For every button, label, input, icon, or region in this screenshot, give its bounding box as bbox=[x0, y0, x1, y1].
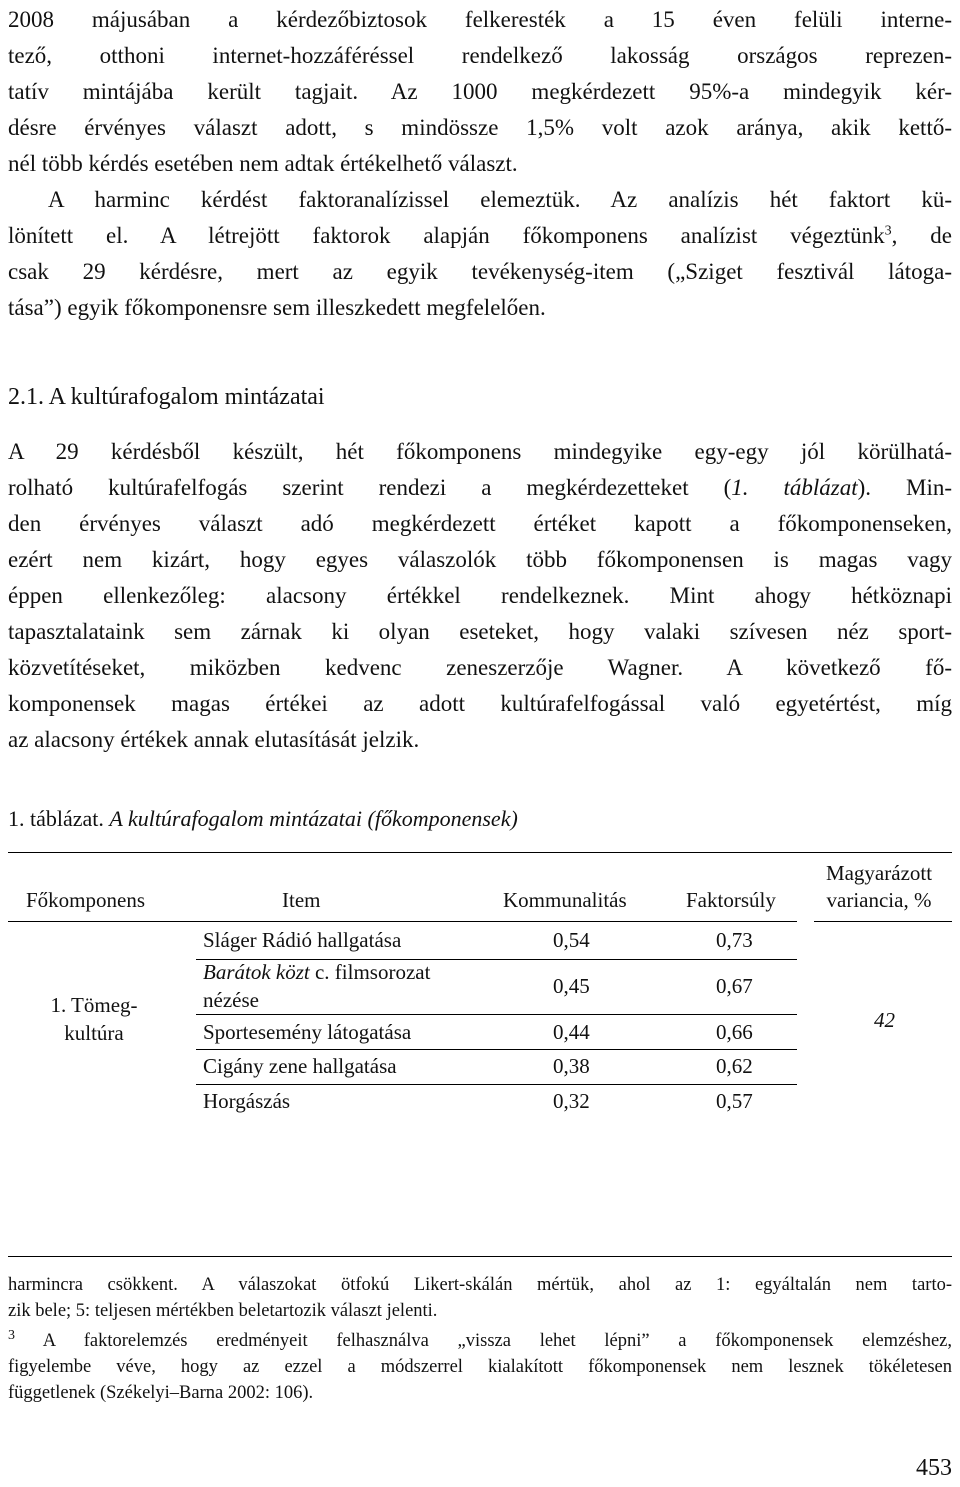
header-loading: Faktorsúly bbox=[686, 888, 776, 912]
header-communality: Kommunalitás bbox=[503, 888, 627, 912]
text-line: A 29 kérdésből készült, hét főkomponens mindegyike egy-egy jól körülhatá- bbox=[8, 439, 952, 464]
row-rule bbox=[196, 1014, 797, 1015]
header-item: Item bbox=[282, 888, 321, 912]
table-row-item: Cigány zene hallgatása bbox=[203, 1054, 397, 1078]
footnote-3 bbox=[8, 1328, 952, 1406]
component-label-line2: kultúra bbox=[64, 1021, 124, 1045]
section-paragraph bbox=[8, 434, 952, 758]
text-line: nél több kérdés esetében nem adtak értékelhető választ. bbox=[8, 151, 518, 176]
caption-title: A kultúrafogalom mintázatai (főkomponensek) bbox=[109, 806, 518, 831]
header-rule bbox=[8, 921, 797, 922]
text-line: tező, otthoni internet-hozzáféréssel rendelkező lakosság országos reprezen- bbox=[8, 43, 952, 68]
footnote-text: A faktorelemzés eredményeit felhasználva „vissza lehet lépni” a főkomponensek elemzéshez, bbox=[15, 1331, 952, 1351]
footnote-line bbox=[8, 1328, 952, 1354]
item-text: c. filmsorozat bbox=[309, 960, 431, 984]
footnote-separator bbox=[8, 1256, 952, 1257]
text-segment: ). Min- bbox=[857, 475, 952, 500]
table-row-item bbox=[203, 960, 430, 985]
component-label-line1: 1. Tömeg- bbox=[50, 993, 138, 1017]
text-segment: lönített el. A létrejött faktorok alapján főkomponens analízist végeztünk bbox=[8, 223, 885, 248]
factor-analysis-paragraph bbox=[8, 182, 952, 326]
table-top-rule bbox=[8, 852, 952, 853]
text-line: csak 29 kérdésre, mert az egyik tevékenység-item („Sziget fesztivál látoga- bbox=[8, 259, 952, 284]
table-row-item: Horgászás bbox=[203, 1089, 291, 1113]
table-row-communality: 0,44 bbox=[553, 1020, 590, 1044]
table-caption bbox=[8, 806, 518, 832]
table-row-loading: 0,67 bbox=[716, 974, 753, 998]
footnote-continuation bbox=[8, 1272, 952, 1324]
header-component: Főkomponens bbox=[26, 888, 146, 912]
table-row-item-line2: nézése bbox=[203, 988, 259, 1012]
footnote-number: 3 bbox=[8, 1327, 15, 1343]
table-reference[interactable]: 1. táblázat bbox=[731, 475, 858, 500]
text-line: komponensek magas értékei az adott kultúrafelfogással való egyetértést, míg bbox=[8, 691, 952, 716]
text-line: A harminc kérdést faktoranalízissel elemeztük. Az analízis hét faktort kü- bbox=[48, 187, 952, 212]
text-segment: , de bbox=[891, 223, 952, 248]
text-line: tapasztalataink sem zárnak ki olyan eseteket, hogy valaki szívesen néz sport- bbox=[8, 619, 952, 644]
text-line bbox=[8, 218, 952, 254]
text-line bbox=[8, 470, 952, 506]
table-row-loading: 0,66 bbox=[716, 1020, 753, 1044]
table-row-item: Sportesemény látogatása bbox=[203, 1020, 412, 1044]
footnote-line: függetlenek (Székelyi–Barna 2002: 106). bbox=[8, 1383, 314, 1403]
header-rule-variance bbox=[814, 921, 952, 922]
page-number: 453 bbox=[916, 1455, 952, 1481]
text-line: ezért nem kizárt, hogy egyes válaszolók több főkomponensen is magas vagy bbox=[8, 547, 952, 572]
footnote-line: figyelembe véve, hogy az ezzel a módszerrel kialakított főkomponensek nem lesznek tökéletesen bbox=[8, 1357, 952, 1377]
item-title-italic: Barátok közt bbox=[203, 960, 310, 984]
table-row-communality: 0,54 bbox=[553, 928, 590, 952]
text-line: tatív mintájába került tagjait. Az 1000 megkérdezett 95%-a mindegyik kér- bbox=[8, 79, 952, 104]
table-row-communality: 0,45 bbox=[553, 974, 590, 998]
footnote-reference[interactable]: 3 bbox=[884, 223, 892, 239]
table-row-item: Sláger Rádió hallgatása bbox=[203, 928, 402, 952]
text-line: az alacsony értékek annak elutasítását jelzik. bbox=[8, 727, 420, 752]
header-variance-line2: variancia, % bbox=[826, 888, 932, 912]
text-line: éppen ellenkezőleg: alacsony értékkel rendelkeznek. Mint ahogy hétköznapi bbox=[8, 583, 952, 608]
table-row-communality: 0,32 bbox=[553, 1089, 590, 1113]
row-rule bbox=[196, 1049, 797, 1050]
footnote-line: harmincra csökkent. A válaszokat ötfokú Likert-skálán mértük, ahol az 1: egyáltalán nem tarto- bbox=[8, 1275, 952, 1295]
table-row-loading: 0,73 bbox=[716, 928, 753, 952]
table-row-loading: 0,57 bbox=[716, 1089, 753, 1113]
table-row-loading: 0,62 bbox=[716, 1054, 753, 1078]
text-segment: rolható kultúrafelfogás szerint rendezi a megkérdezetteket ( bbox=[8, 475, 732, 500]
section-heading: 2.1. A kultúrafogalom mintázatai bbox=[8, 384, 325, 410]
footnote-line: zik bele; 5: teljesen mértékben beletartozik választ jelenti. bbox=[8, 1301, 438, 1321]
header-variance-line1: Magyarázott bbox=[825, 861, 933, 885]
text-line: tása”) egyik főkomponensre sem illeszkedett megfelelően. bbox=[8, 295, 546, 320]
variance-value: 42 bbox=[874, 1008, 895, 1032]
text-line: den érvényes választ adó megkérdezett értéket kapott a főkomponenseken, bbox=[8, 511, 952, 536]
text-line: közvetítéseket, miközben kedvenc zeneszerzője Wagner. A következő fő- bbox=[8, 655, 952, 680]
text-line: désre érvényes választ adott, s mindössze 1,5% volt azok aránya, akik kettő- bbox=[8, 115, 952, 140]
row-rule bbox=[196, 1084, 797, 1085]
caption-label: 1. táblázat. bbox=[8, 806, 104, 831]
intro-paragraph bbox=[8, 2, 952, 182]
table-row-communality: 0,38 bbox=[553, 1054, 590, 1078]
text-line: 2008 májusában a kérdezőbiztosok felkeresték a 15 éven felüli interne- bbox=[8, 7, 952, 32]
